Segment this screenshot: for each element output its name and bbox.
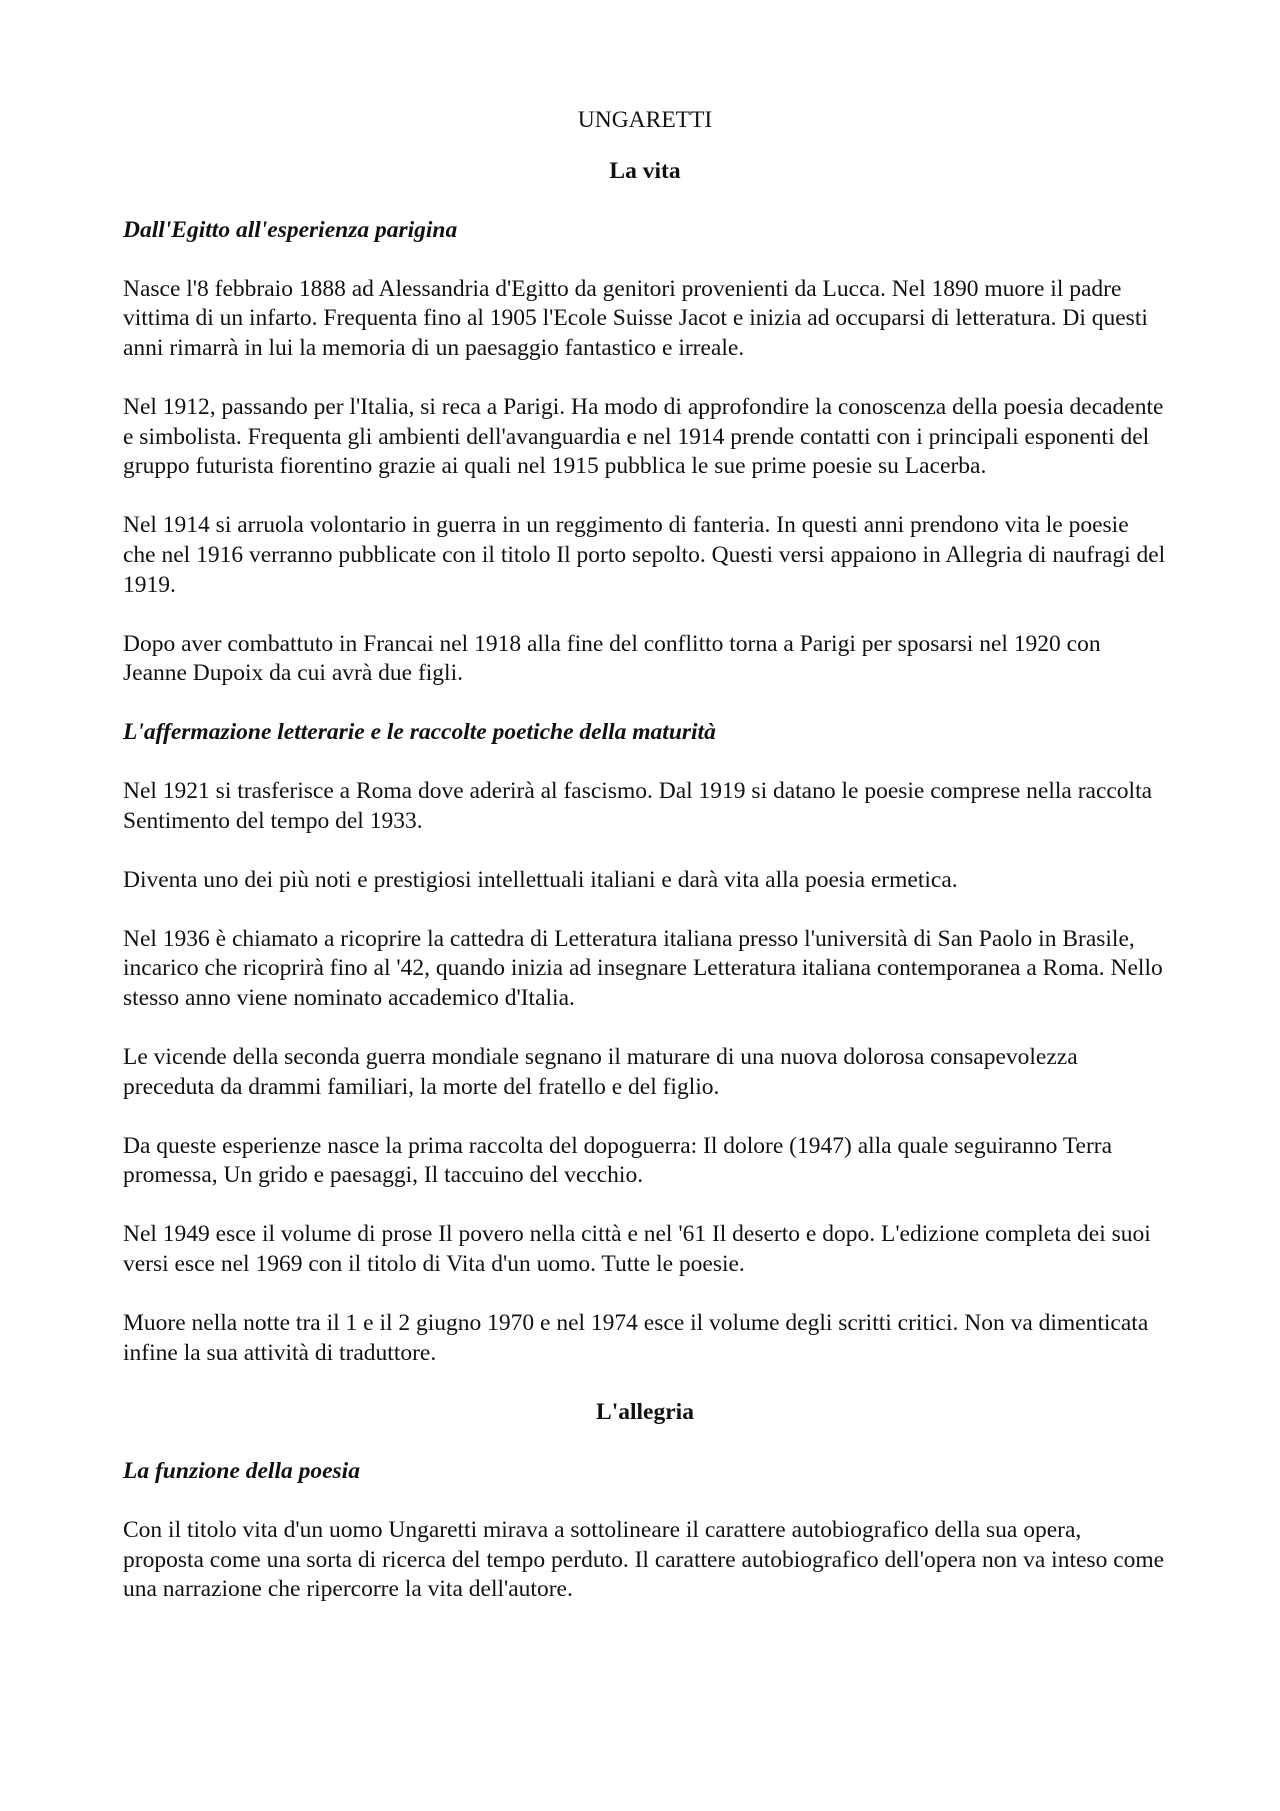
document-title: UNGARETTI [577,107,713,133]
subheading-funzione-poesia: La funzione della poesia [123,1458,360,1485]
paragraph-parigi: Nel 1912, passando per l'Italia, si reca a Parigi. Ha modo di approfondire la conoscenza della poesia decadente e simbolista. Frequenta gli ambienti dell'avanguardia e nel 1914 prende contatti con i principali esponenti del gruppo futurista fiorentino grazie ai quali nel 1915 pubblica le sue prime poesie su Lacerba. [123,394,1164,480]
subheading-egitto-parigi: Dall'Egitto all'esperienza parigina [123,217,458,244]
subheading-maturita: L'affermazione letterarie e le raccolte poetiche della maturità [123,719,716,746]
paragraph-guerra: Nel 1914 si arruola volontario in guerra in un reggimento di fanteria. In questi anni prendono vita le poesie che nel 1916 verranno pubblicate con il titolo Il porto sepolto. Questi versi appaiono in Allegria di naufragi del 1919. [123,512,1166,598]
paragraph-dopoguerra: Da queste esperienze nasce la prima raccolta del dopoguerra: Il dolore (1947) alla quale seguiranno Terra promessa, Un grido e paesaggi, Il taccuino del vecchio. [123,1132,1113,1189]
paragraph-prose: Nel 1949 esce il volume di prose Il povero nella città e nel '61 Il deserto e dopo. L'edizione completa dei suoi versi esce nel 1969 con il titolo di Vita d'un uomo. Tutte le poesie. [123,1221,1151,1277]
paragraph-matrimonio: Dopo aver combattuto in Francai nel 1918 alla fine del conflitto torna a Parigi per sposarsi nel 1920 con Jeanne Dupoix da cui avrà due figli. [123,630,1101,687]
paragraph-morte: Muore nella notte tra il 1 e il 2 giugno 1970 e nel 1974 esce il volume degli scritti critici. Non va dimenticata infine la sua attività di traduttore. [123,1310,1149,1366]
paragraph-brasile: Nel 1936 è chiamato a ricoprire la cattedra di Letteratura italiana presso l'università di San Paolo in Brasile, incarico che ricoprirà fino al '42, quando inizia ad insegnare Letteratura italiana contemporanea a Roma. Nello stesso anno viene nominato accademico d'Italia. [123,925,1163,1011]
section-title-la-vita: La vita [609,157,681,184]
paragraph-vita-uomo: Con il titolo vita d'un uomo Ungaretti mirava a sottolineare il carattere autobiografico della sua opera, proposta come una sorta di ricerca del tempo perduto. Il carattere autobiografico dell'opera non va inteso come una narrazione che ripercorre la vita dell'autore. [123,1516,1165,1603]
paragraph-nascita: Nasce l'8 febbraio 1888 ad Alessandria d'Egitto da genitori provenienti da Lucca. Nel 1890 muore il padre vittima di un infarto. Frequenta fino al 1905 l'Ecole Suisse Jacot e inizia ad occuparsi di letteratura. Di questi anni rimarrà in lui la memoria di un paesaggio fantastico e irreale. [123,275,1148,361]
paragraph-roma: Nel 1921 si trasferisce a Roma dove aderirà al fascismo. Dal 1919 si datano le poesie comprese nella raccolta Sentimento del tempo del 1933. [123,777,1153,834]
section-title-allegria: L'allegria [596,1398,694,1425]
paragraph-seconda-guerra: Le vicende della seconda guerra mondiale segnano il maturare di una nuova dolorosa consapevolezza preceduta da drammi familiari, la morte del fratello e del figlio. [123,1043,1078,1100]
paragraph-ermetismo: Diventa uno dei più noti e prestigiosi intellettuali italiani e darà vita alla poesia ermetica. [123,866,958,893]
document-page [123,106,1167,1634]
